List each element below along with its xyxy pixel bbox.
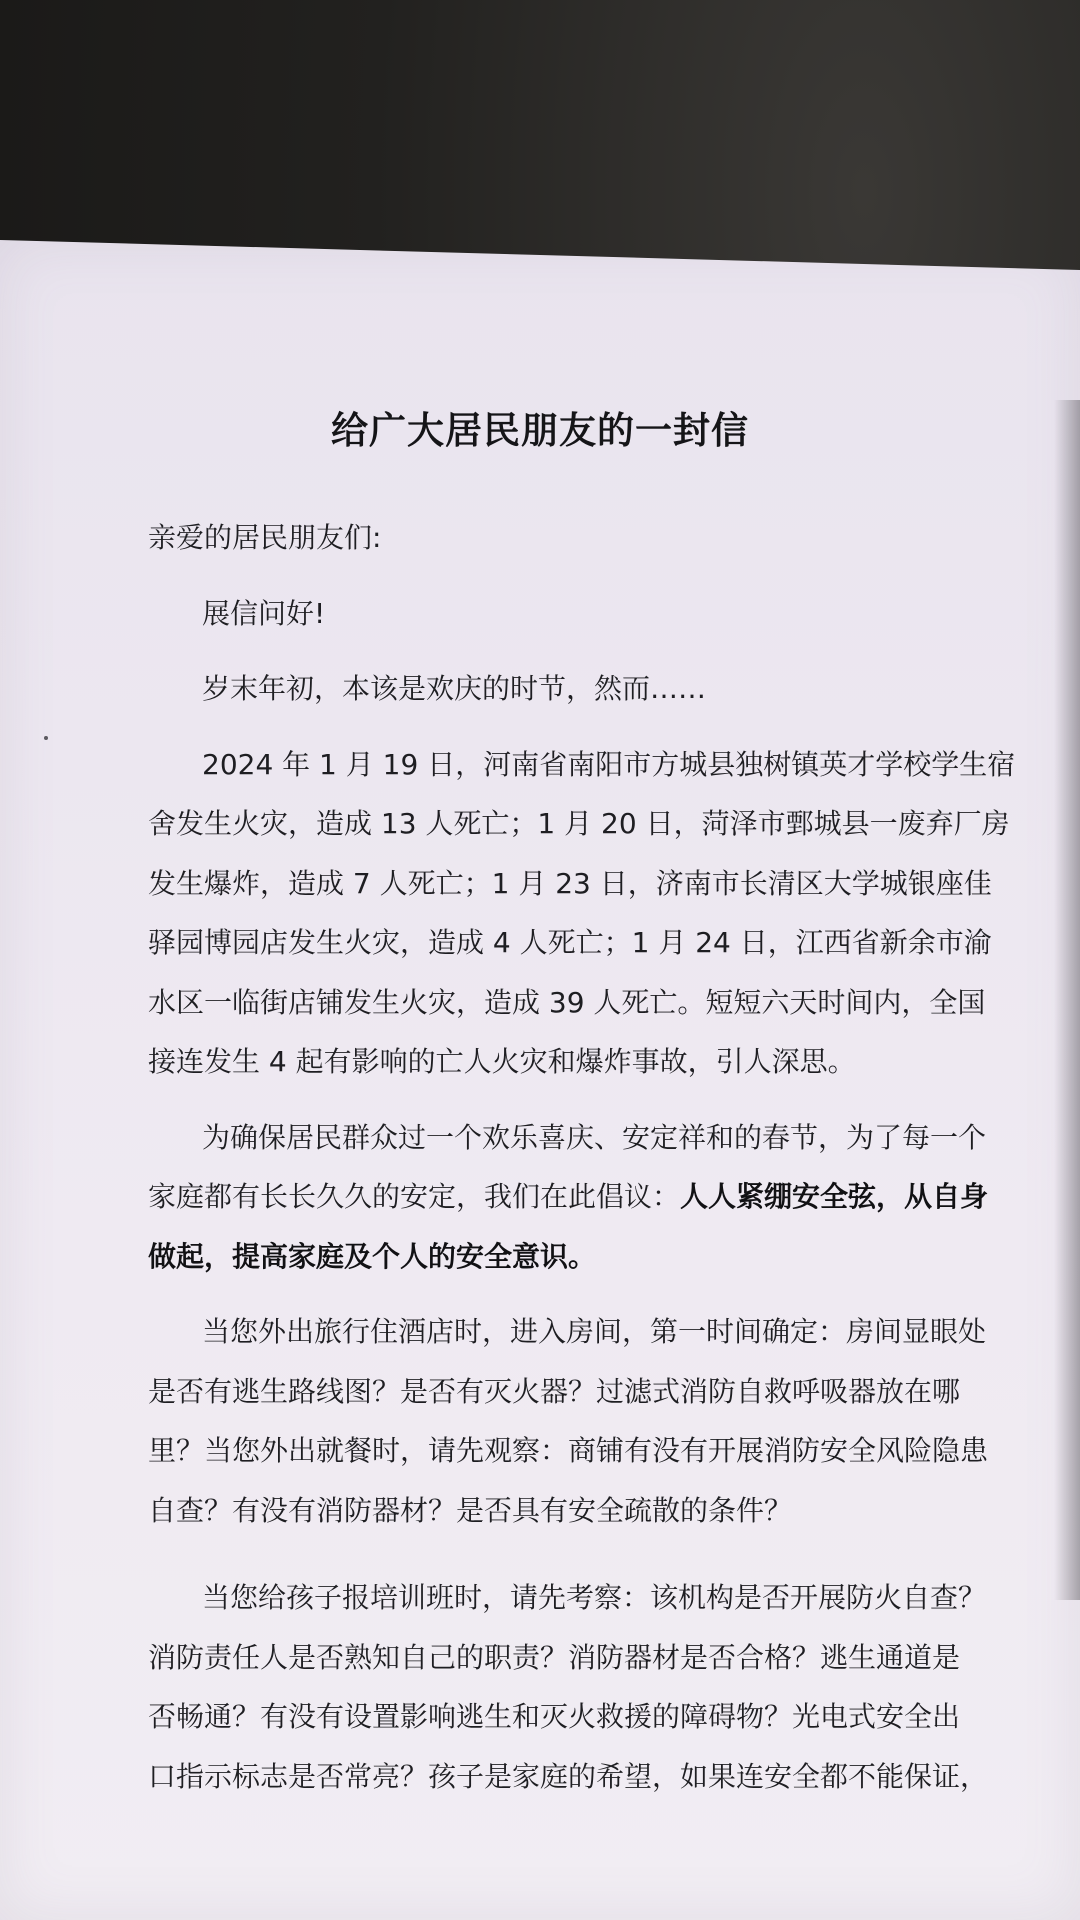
paper-speck xyxy=(44,736,48,740)
paragraph-2-line: 接连发生 4 起有影响的亡人火灾和爆炸事故，引人深思。 xyxy=(148,1045,856,1078)
paper-edge-shadow xyxy=(1054,400,1080,1600)
paragraph-2-line: 发生爆炸，造成 7 人死亡；1 月 23 日，济南市长清区大学城银座佳 xyxy=(148,866,992,900)
paragraph-1: 岁末年初，本该是欢庆的时节，然而…… xyxy=(202,672,707,705)
paragraph-3-line xyxy=(148,1167,989,1227)
letter-body xyxy=(148,508,1016,1806)
paragraph-4-line: 当您外出旅行住酒店时，进入房间，第一时间确定：房间显眼处 xyxy=(202,1315,987,1348)
paragraph-2-line: 舍发生火灾，造成 13 人死亡；1 月 20 日，菏泽市鄄城县一废弃厂房 xyxy=(148,807,1010,840)
paragraph-5-line: 当您给孩子报培训班时，请先考察：该机构是否开展防火自查？ xyxy=(202,1581,987,1614)
letter-title: 给广大居民朋友的一封信 xyxy=(331,409,749,452)
paragraph-5-line: 否畅通？有没有设置影响逃生和灭火救援的障碍物？光电式安全出 xyxy=(148,1700,961,1733)
paragraph-5-line: 口指示标志是否常亮？孩子是家庭的希望，如果连安全都不能保证， xyxy=(148,1759,989,1793)
paragraph-3-bold-text: 人人紧绷安全弦，从自身 xyxy=(680,1180,989,1213)
paragraph-2-line: 2024 年 1 月 19 日，河南省南阳市方城县独树镇英才学校学生宿 xyxy=(202,747,1016,781)
paragraph-4-line: 自查？有没有消防器材？是否具有安全疏散的条件？ xyxy=(148,1493,793,1527)
paragraph-3-line xyxy=(148,1227,928,1287)
paragraph-2-line: 驿园博园店发生火灾，造成 4 人死亡；1 月 24 日，江西省新余市渝 xyxy=(148,926,992,959)
salutation: 亲爱的居民朋友们: xyxy=(148,521,382,554)
paragraph-3-line: 为确保居民群众过一个欢乐喜庆、安定祥和的春节，为了每一个 xyxy=(202,1120,987,1154)
paragraph-3-normal-text: 家庭都有长长久久的安定，我们在此倡议： xyxy=(148,1180,681,1213)
paragraph-4-line: 里？当您外出就餐时，请先观察：商铺有没有开展消防安全风险隐患 xyxy=(148,1434,989,1467)
paragraph-2-line: 水区一临街店铺发生火灾，造成 39 人死亡。短短六天时间内，全国 xyxy=(148,985,986,1019)
paragraph-3-bold-text: 做起，提高家庭及个人的安全意识。 xyxy=(148,1239,597,1273)
paragraph-4-line: 是否有逃生路线图？是否有灭火器？过滤式消防自救呼吸器放在哪 xyxy=(148,1374,961,1408)
greeting: 展信问好! xyxy=(202,596,326,630)
paragraph-5-line: 消防责任人是否熟知自己的职责？消防器材是否合格？逃生通道是 xyxy=(148,1640,961,1674)
